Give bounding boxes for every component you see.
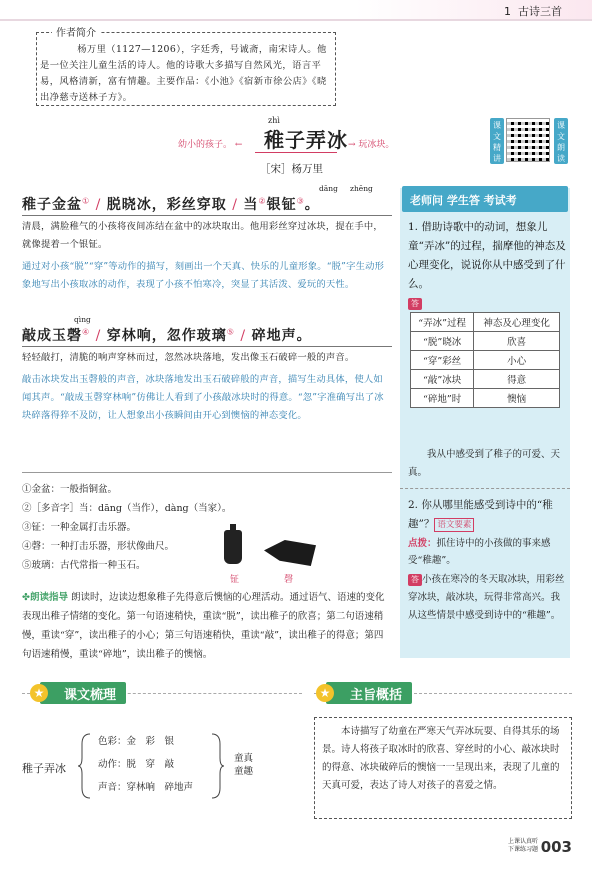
table-header: “弄冰”过程 (411, 313, 474, 332)
title-note-left: 幼小的孩子。 ← (178, 140, 243, 150)
poem-line-1: 稚子金盆① / 脱晓冰，彩丝穿取 / 当②银钲③。 (22, 196, 320, 213)
bell-caption: 钲 (230, 575, 240, 585)
pinyin-qing: qìng (74, 315, 91, 324)
note-item: ②［多音字］当：dāng（当作），dàng（当家）。 (22, 503, 232, 514)
page-number: 003 (540, 838, 572, 856)
table-row: “脱”晓冰 欣喜 (411, 332, 560, 351)
outline-row: 色彩：金 彩 银 (98, 736, 175, 747)
table-row: “穿”彩丝 小心 (411, 351, 560, 370)
title-underline (255, 152, 337, 153)
table-row: “碎地”时 懊恼 (411, 389, 560, 408)
reading-guide (22, 588, 392, 664)
divider (22, 346, 392, 347)
footer-slogan: 上课认真听 下课练习题 (507, 838, 538, 853)
table-row: “敲”冰块 得意 (411, 370, 560, 389)
stone-caption: 磬 (284, 575, 294, 585)
reading-guide-text: 朗读时，边读边想象稚子先得意后懊恼的心理活动。通过语气、语速的变化表现出稚子情绪的变化。第一句语速稍快，重读“脱”，读出稚子的欣喜；第二句语速稍慢，重读“穿”，读出稚子的小心；第三句语速稍快，重读“敲”，读出稚子的得意；第四句语速稍慢，重读“碎地”，读出稚子的懊恼。 (22, 592, 385, 660)
poem-title: 稚子弄冰 (264, 128, 348, 152)
title-pinyin: zhì (268, 116, 280, 125)
answer-badge: 答 (408, 296, 422, 310)
reading-guide-label: ✤朗读指导 (22, 592, 68, 603)
divider (22, 215, 392, 216)
outline-heading: 课文梳理 (40, 682, 126, 704)
chapter-heading (504, 3, 562, 19)
note-item: ④磬：一种打击乐器，形状像曲尺。 (22, 541, 175, 552)
chapter-title: 古诗三首 (518, 5, 562, 18)
star-icon: ★ (30, 684, 48, 702)
outline-row: 动作：脱 穿 敲 (98, 759, 175, 770)
poem-line-2: 敲成玉磬④ / 穿林响，忽作玻璃⑤ / 碎地声。 (22, 327, 312, 344)
star-icon: ★ (316, 684, 334, 702)
pinyin-dang: dāng (319, 184, 338, 193)
question-1: 1. 借助诗歌中的动词，想象儿童“弄冰”的过程，揣摩他的神态及心理变化，说说你从中感受到了什么。 (408, 221, 566, 290)
qr-code-icon[interactable] (506, 118, 550, 162)
answer-table (410, 312, 560, 408)
question-2: 2. 你从哪里能感受到诗中的“稚趣”？ 语文要素 (408, 499, 553, 530)
pinyin-zheng: zhēng (350, 184, 373, 193)
analysis-2: 敲击冰块发出玉磬般的声音，冰块落地发出玉石破碎般的声音，描写生动具体，使人如闻其声。“敲成玉磬穿林响”仿佛让人看到了小孩敲冰块时的得意。“忽”字准确写出了冰块碎落得猝不及防，让人想象出小孩瞬间由开心到懊恼的神态变化。 (22, 374, 384, 421)
hint: 点拨：抓住诗中的小孩做的事来感受“稚趣”。 (408, 538, 551, 566)
qa-divider (400, 488, 570, 489)
translation-2: 轻轻敲打，清脆的响声穿林而过，忽然冰块落地，发出像玉石破碎一般的声音。 (22, 352, 355, 363)
explain-tag[interactable]: 课文精讲 (490, 118, 504, 164)
read-aloud-tag[interactable]: 课文朗读 (554, 118, 568, 164)
theme-heading: 主旨概括 (326, 682, 412, 704)
note-item: ③钲：一种金属打击乐器。 (22, 522, 137, 533)
header-rule (0, 19, 592, 21)
title-note-right: → 玩冰块。 (348, 140, 395, 150)
outline-root: 稚子弄冰 (22, 762, 66, 775)
table-header: 神态及心理变化 (474, 313, 560, 332)
chapter-number: 1 (504, 5, 511, 18)
translation-1: 清晨，满脸稚气的小孩将夜间冻结在盆中的冰块取出。他用彩丝穿过冰块，提在手中，就像提着一个银钲。 (22, 221, 383, 250)
note-item: ①金盆：一般指铜盆。 (22, 484, 118, 495)
question-tag: 语文要素 (434, 518, 474, 532)
analysis-1: 通过对小孩“脱”“穿”等动作的描写，刻画出一个天真、快乐的儿童形象。“脱”字生动形象地写出小孩取冰的动作，表现了小孩不怕寒冷，突显了其活泼、爱玩的天性。 (22, 261, 385, 290)
qa-panel-title: 老师问 学生答 考试考 (410, 194, 517, 207)
answer-2: 答 小孩在寒冷的冬天取冰块，用彩丝穿冰块，敲冰块，玩得非常高兴。我从这些情景中感受到诗中的“稚趣”。 (408, 574, 565, 621)
author-intro-text: 杨万里（1127—1206），字廷秀，号诚斋，南宋诗人。他是一位关注儿童生活的诗人。他的诗歌大多描写自然风光，语言平易，风格清新，富有情趣。主要作品：《小池》《宿新市徐公店》《晓出净慈寺送林子方》。 (40, 44, 327, 103)
answer-1: 我从中感受到了稚子的可爱、天真。 (408, 449, 561, 478)
notes-divider (22, 472, 392, 473)
outline-rows (98, 730, 193, 799)
poem-author: ［宋］杨万里 (260, 163, 323, 175)
bell-image (224, 530, 242, 564)
chime-stone-image (264, 540, 316, 566)
notes-list (22, 480, 231, 575)
outline-row: 声音：穿林响 碎地声 (98, 782, 194, 793)
theme-summary: 本诗描写了幼童在严寒天气弄冰玩耍、自得其乐的场景。诗人将孩子取冰时的欣喜、穿丝时的小心、敲冰块时的得意、冰块破碎后的懊恼一一呈现出来，表现了儿童的天真可爱，表达了诗人对孩子的喜爱之情。 (314, 717, 572, 819)
note-item: ⑤玻璃：古代常指一种玉石。 (22, 560, 146, 571)
outline-result: 童真 童趣 (234, 753, 254, 777)
author-box-title: 作者简介 (52, 24, 100, 39)
